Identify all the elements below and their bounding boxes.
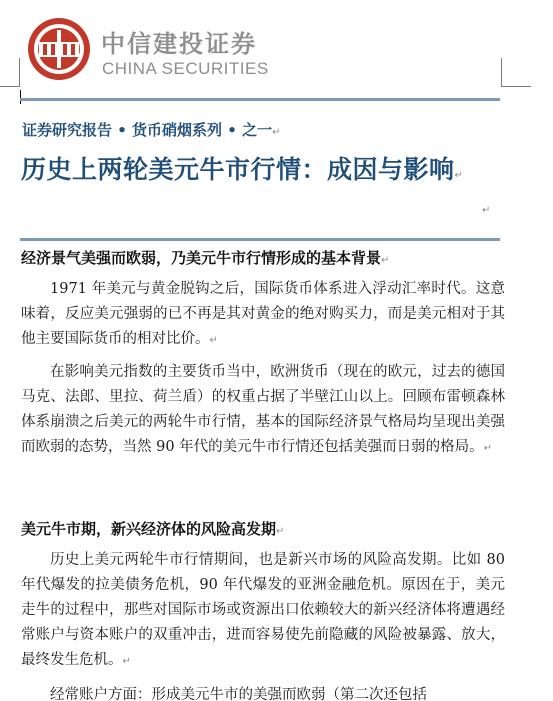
section-heading-2: 美元牛市期，新兴经济体的风险高发期↵: [21, 520, 285, 538]
logo-chinese-name: 中信建投证券: [101, 30, 257, 58]
logo-english-name: CHINA SECURITIES: [102, 59, 269, 78]
empty-paragraph-mark: ↵: [482, 205, 491, 216]
section-2-paragraph-2: 经常账户方面：形成美元牛市的美强而欧弱（第二次还包括: [50, 687, 427, 701]
section-rule: [20, 238, 500, 241]
report-series-line: 证券研究报告 • 货币硝烟系列 • 之一↵: [22, 121, 281, 139]
section-heading-1: 经济景气美强而欧弱，乃美元牛市行情形成的基本背景↵: [21, 249, 390, 267]
crop-mark-right-h: [501, 86, 531, 87]
crop-mark-left-h: [0, 86, 20, 87]
page-title: 历史上两轮美元牛市行情：成因与影响↵: [21, 155, 464, 184]
section-1-paragraph-1: 1971 年美元与黄金脱钩之后，国际货币体系进入浮动汇率时代。这意味着，反应美元强弱的已不再是其对黄金的绝对购买力，而是美元相对于其他主要国际货币的相对比价。↵: [21, 281, 505, 347]
crop-mark-right-v: [501, 58, 502, 86]
text-cursor: [20, 90, 21, 104]
china-securities-logo: [26, 16, 276, 86]
section-2-paragraph-1: 历史上美元两轮牛市行情期间，也是新兴市场的风险高发期。比如 80 年代爆发的拉美债务危机，90 年代爆发的亚洲金融危机。原因在于，美元走牛的过程中，那些对国际市场或资源出口依赖较大的新兴经济体将遭遇经常账户与资本账户的双重冲击，进而容易使先前隐藏的风险被暴露、放大，最终发生危机。↵: [21, 552, 505, 668]
citic-logo-icon: [26, 16, 92, 82]
section-1-paragraph-2: 在影响美元指数的主要货币当中，欧洲货币（现在的欧元，过去的德国马克、法郎、里拉、荷兰盾）的权重占据了半壁江山以上。回顾布雷顿森林体系崩溃之后美元的两轮牛市行情，基本的国际经济景气格局均呈现出美强而欧弱的态势，当然 90 年代的美元牛市行情还包括美强而日弱的格局。↵: [21, 364, 505, 455]
crop-mark-left-v: [19, 58, 20, 86]
header-rule: [20, 98, 500, 101]
